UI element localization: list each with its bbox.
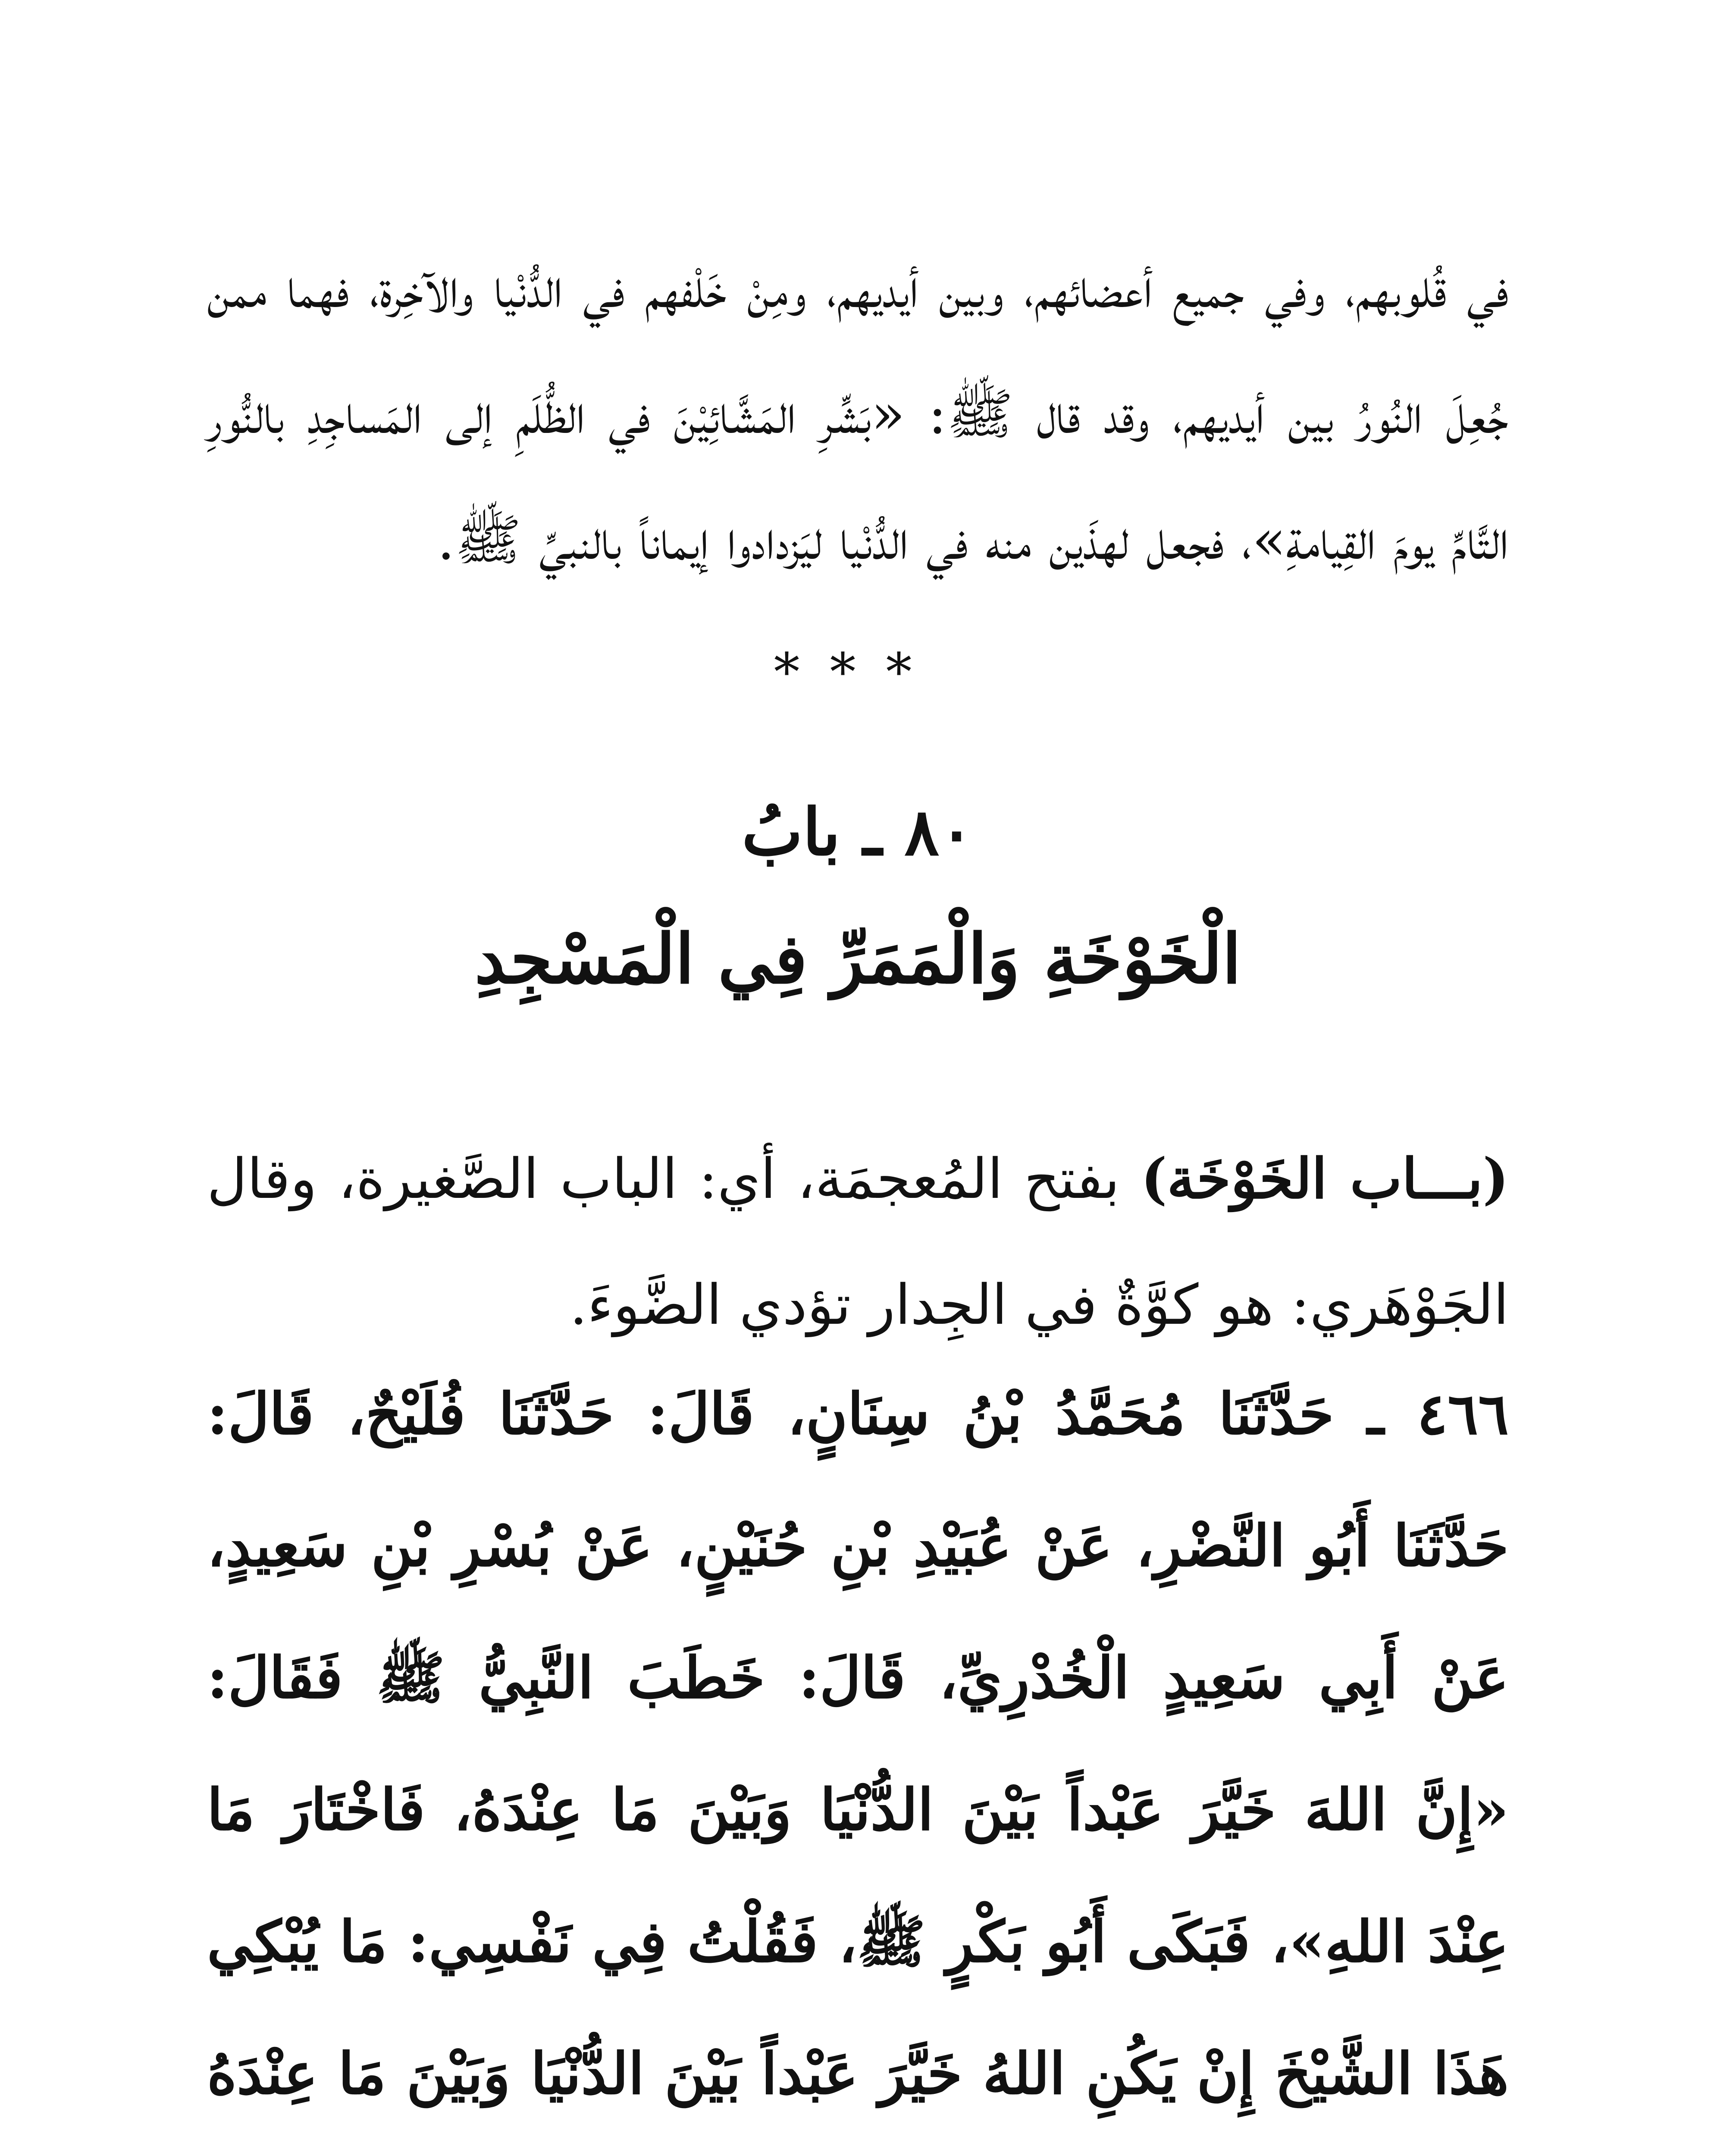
hadith-paragraph: ٤٦٦ ـ حَدَّثَنَا مُحَمَّدُ بْنُ سِنَانٍ، قَالَ: حَدَّثَنَا فُلَيْحٌ، قَالَ: حَدَّثَنَا أَبُو النَّضْرِ، عَنْ عُبَيْدِ بْنِ حُنَيْنٍ، عَنْ بُسْرِ بْنِ سَعِيدٍ، عَنْ أَبِي سَعِيدٍ الْخُدْرِيِّ، قَالَ: خَطَبَ النَّبِيُّ ﷺ فَقَالَ: «إِنَّ اللهَ خَيَّرَ عَبْداً بَيْنَ الدُّنْيَا وَبَيْنَ مَا عِنْدَهُ، فَاخْتَارَ مَا عِنْدَ اللهِ»، فَبَكَى أَبُو بَكْرٍ ﷺ، فَقُلْتُ فِي نَفْسِي: مَا يُبْكِي هَذَا الشَّيْخَ إِنْ يَكُنِ اللهُ خَيَّرَ عَبْداً بَيْنَ الدُّنْيَا وَبَيْنَ مَا عِنْدَهُ	[207, 1381, 1509, 2107]
commentary-body: بفتح المُعجمَة، أي: الباب الصَّغيرة، وقال الجَوْهَري: هو كوَّةٌ في الجِدار تؤدي الضَّوءَ.	[207, 1147, 1509, 1337]
commentary-lead-term: (بـــاب الخَوْخَة)	[1141, 1147, 1509, 1211]
section-divider-asterisks: ***	[774, 642, 942, 702]
page-content	[207, 0, 1509, 2156]
intro-paragraph: في قُلوبهم، وفي جميع أعضائهم، وبين أيديهم، ومِنْ خَلْفهم في الدُّنْيا والآخِرة، فهما ممن جُعِلَ النُورُ بين أيديهم، وقد قال ﷺ: «بَشِّرِ المَشَّائِيْنَ في الظُّلَمِ إلى المَساجِدِ بالنُّورِ التَّامِّ يومَ القِيامةِ»، فجعل لهذَين منه في الدُّنْيا ليَزدادوا إيماناً بالنبيِّ ﷺ.	[207, 256, 1509, 572]
commentary-paragraph	[207, 1116, 1509, 1368]
chapter-number: ٨٠ ـ بابُ	[742, 794, 974, 870]
chapter-title: الْخَوْخَةِ وَالْمَمَرِّ فِي الْمَسْجِدِ	[474, 919, 1241, 999]
